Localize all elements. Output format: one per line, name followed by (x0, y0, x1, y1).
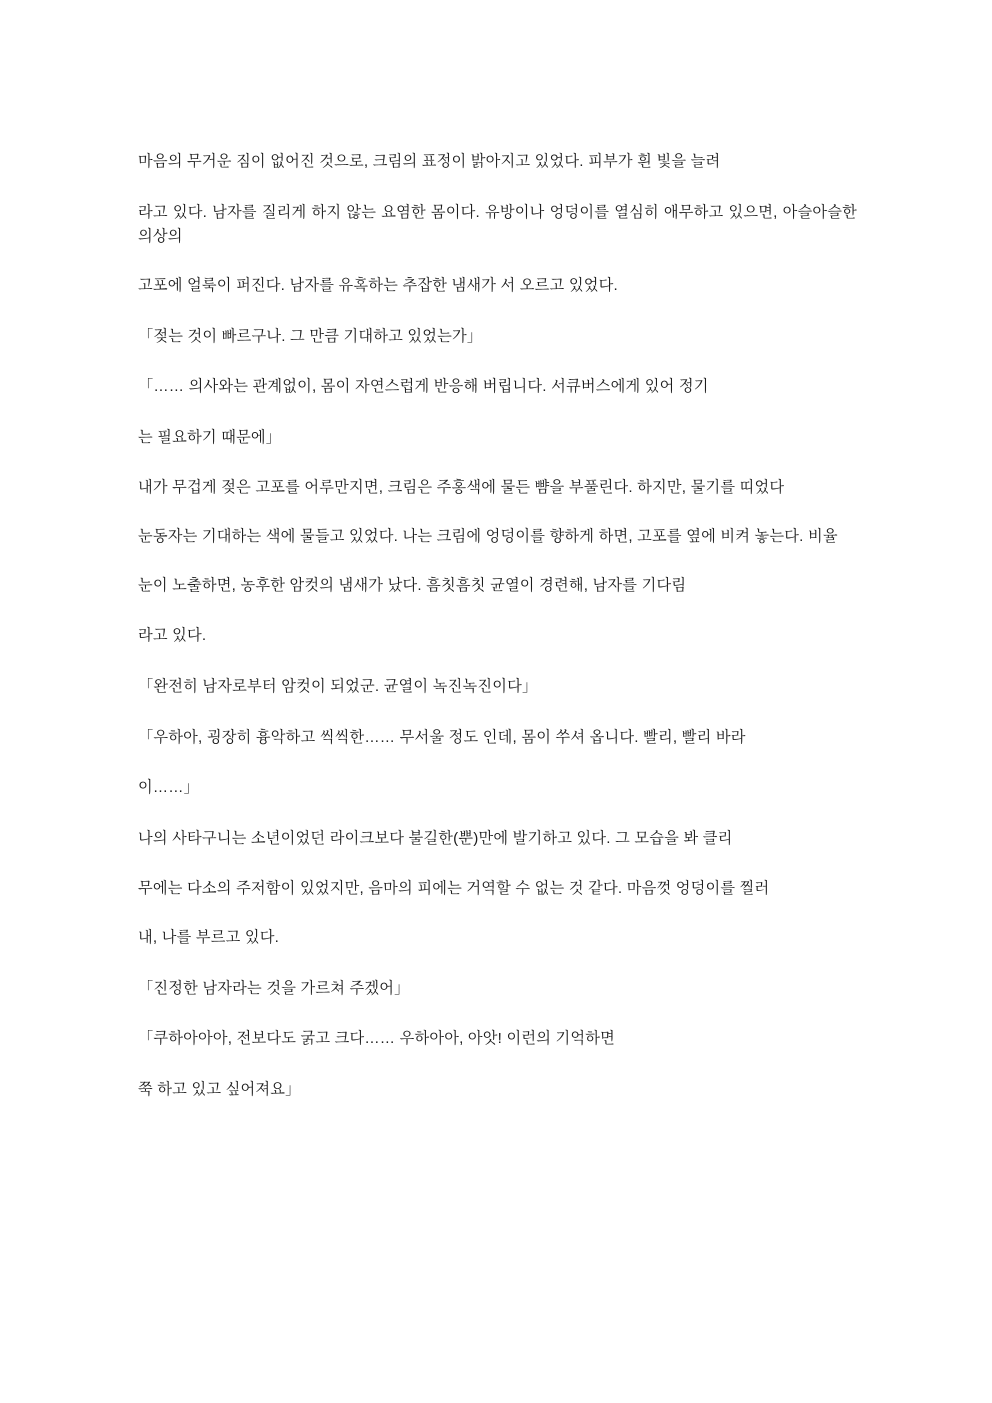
paragraph: 고포에 얼룩이 퍼진다. 남자를 유혹하는 추잡한 냄새가 서 오르고 있었다. (138, 276, 618, 294)
document-body (138, 150, 857, 1103)
paragraph: 「완전히 남자로부터 암컷이 되었군. 균열이 녹진녹진이다」 (138, 677, 538, 695)
paragraph: 「쿠하아아아, 전보다도 굵고 크다…… 우하아아, 아앗! 이런의 기억하면 (138, 1030, 616, 1048)
paragraph: 「…… 의사와는 관계없이, 몸이 자연스럽게 반응해 버립니다. 서큐버스에게 있어 정기 (138, 378, 709, 396)
paragraph: 내, 나를 부르고 있다. (138, 929, 280, 946)
paragraph: 라고 있다. (138, 627, 207, 645)
paragraph: 나의 사타구니는 소년이었던 라이크보다 불길한(뿐)만에 발기하고 있다. 그 모습을 봐 클리 (138, 829, 733, 847)
paragraph: 마음의 무거운 짐이 없어진 것으로, 크림의 표정이 밝아지고 있었다. 피부가 흰 빛을 늘려 (138, 153, 721, 170)
paragraph: 내가 무겁게 젖은 고포를 어루만지면, 크림은 주홍색에 물든 뺨을 부풀린다. 하지만, 물기를 띠었다 (138, 479, 785, 497)
paragraph: 눈동자는 기대하는 색에 물들고 있었다. 나는 크림에 엉덩이를 향하게 하면, 고포를 옆에 비켜 놓는다. 비율 (138, 528, 838, 545)
paragraph: 무에는 다소의 주저함이 있었지만, 음마의 피에는 거역할 수 없는 것 같다. 마음껏 엉덩이를 찔러 (138, 880, 770, 898)
paragraph: 「젖는 것이 빠르구나. 그 만큼 기대하고 있었는가」 (138, 327, 483, 345)
paragraph: 눈이 노출하면, 농후한 암컷의 냄새가 났다. 흠칫흠칫 균열이 경련해, 남자를 기다림 (138, 576, 687, 594)
paragraph: 쭉 하고 있고 싶어져요」 (138, 1080, 301, 1098)
paragraph: 는 필요하기 때문에」 (138, 428, 282, 446)
paragraph: 「진정한 남자라는 것을 가르쳐 주겠어」 (138, 979, 410, 997)
paragraph: 「우하아, 굉장히 흉악하고 씩씩한…… 무서울 정도 인데, 몸이 쑤셔 옵니다. 빨리, 빨리 바라 (138, 728, 746, 746)
paragraph: 라고 있다. 남자를 질리게 하지 않는 요염한 몸이다. 유방이나 엉덩이를 열심히 애무하고 있으면, 아슬아슬한 의상의 (138, 203, 857, 246)
paragraph: 이……」 (138, 779, 200, 797)
